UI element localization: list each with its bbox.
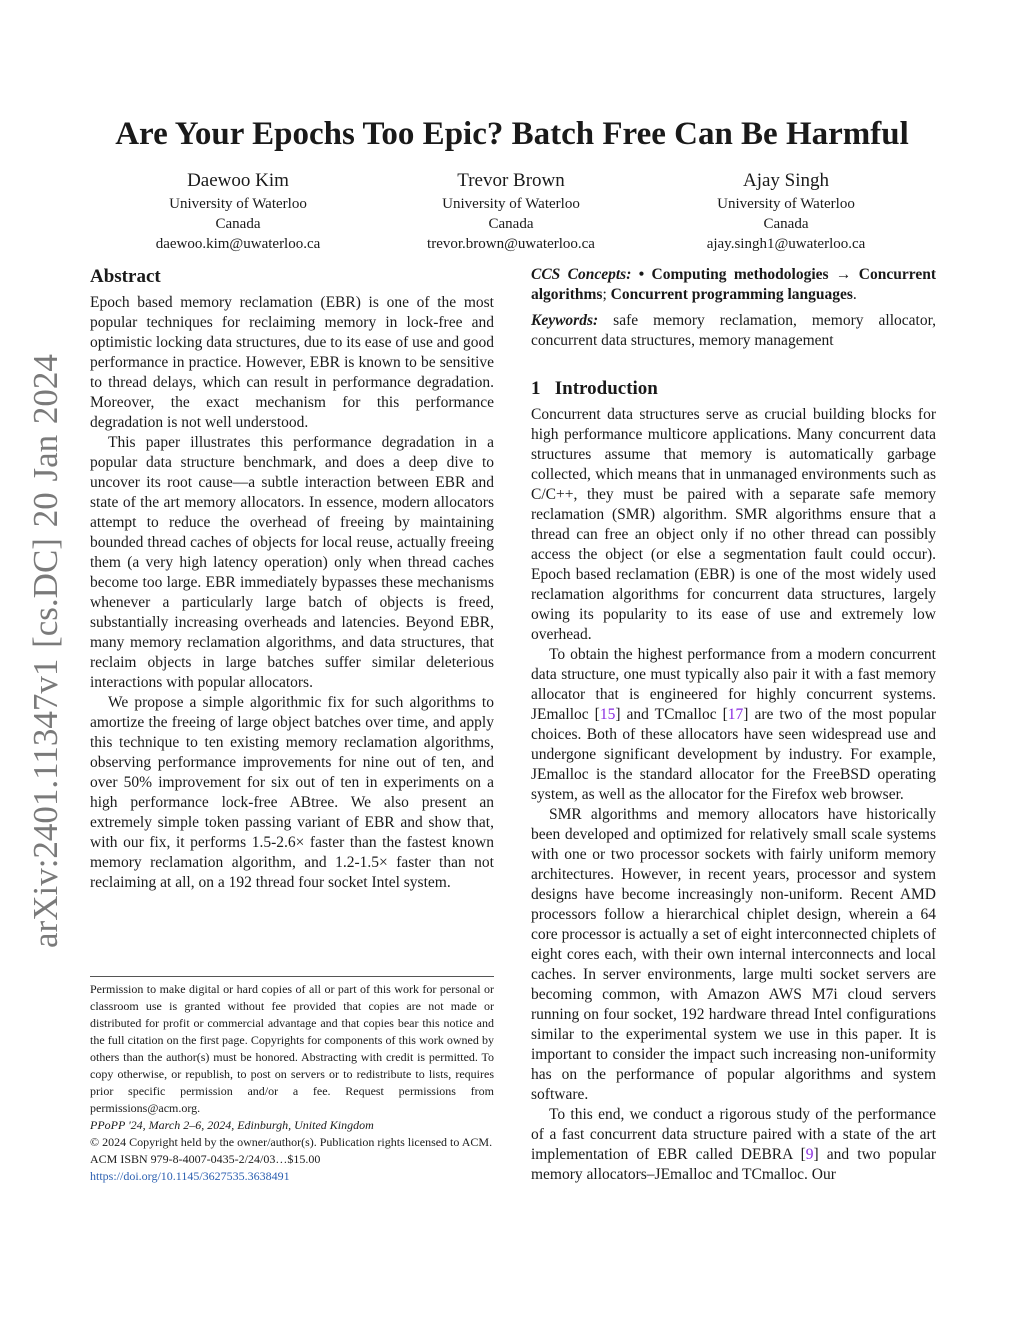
text-run: ] and two popular memory allocators–JEmalloc and TCmalloc. Our bbox=[531, 1146, 937, 1183]
ccs-concepts bbox=[531, 265, 936, 305]
author-block bbox=[118, 170, 358, 254]
citation-link[interactable]: 9 bbox=[805, 1146, 814, 1163]
keywords bbox=[531, 311, 936, 351]
intro-paragraph: SMR algorithms and memory allocators have historically been developed and optimized for relatively small scale systems with one or two processor sockets with fairly uniform memory architectures. However, in recent years, processor and system designs have become increasingly non-uniform. Recent AMD processors follow a hierarchical chiplet design, wherein a 64 core processor is actually a set of eight interconnected chiplets of eight cores each, with their own internal interconnects and local caches. In server environments, large multi socket servers are becoming common, with Amazon AWS M7i cloud servers running on four socket, 192 hardware thread Intel configurations similar to the experimental system we use in this paper. It is important to consider the impact such increasing non-uniformity has on the performance of popular algorithms and system software. bbox=[531, 806, 936, 1103]
venue-line: PPoPP '24, March 2–6, 2024, Edinburgh, United Kingdom bbox=[90, 1118, 374, 1132]
left-column bbox=[90, 265, 494, 893]
ccs-bullet: • bbox=[631, 266, 652, 283]
arxiv-identifier-stamp: arXiv:2401.11347v1 [cs.DC] 20 Jan 2024 bbox=[26, 354, 65, 948]
author-affiliation: University of Waterloo bbox=[442, 196, 580, 212]
intro-paragraph bbox=[531, 1105, 936, 1185]
right-column bbox=[531, 265, 936, 1185]
text-run: ] and TCmalloc [ bbox=[615, 706, 728, 723]
author-email: ajay.singh1@uwaterloo.ca bbox=[706, 236, 866, 252]
author-name: Ajay Singh bbox=[742, 170, 830, 191]
introduction-heading: 1 Introduction bbox=[531, 378, 658, 399]
ccs-term: Concurrent programming languages bbox=[610, 286, 853, 303]
isbn-line: ACM ISBN 979-8-4007-0435-2/24/03…$15.00 bbox=[90, 1152, 321, 1166]
abstract-paragraph: Epoch based memory reclamation (EBR) is one of the most popular techniques for reclaiming memory in lock-free and optimistic locking data structures, due to its ease of use and good performance in practice. However, EBR is known to be sensitive to thread delays, which can result in performance degradation. Moreover, the exact mechanism for this performance degradation is not well understood. bbox=[90, 294, 494, 431]
permission-notice: Permission to make digital or hard copies of all or part of this work for personal or classroom use is granted without fee provided that copies are not made or distributed for profit or commercial advantage and that copies bear this notice and the full citation on the first page. Copyrights for components of this work owned by others than the author(s) must be honored. Abstracting with credit is permitted. To copy otherwise, or republish, to post on servers or to redistribute to lists, requires prior specific permission and/or a fee. Request permissions from permissions@acm.org. bbox=[90, 982, 494, 1115]
citation-link[interactable]: 15 bbox=[599, 706, 616, 723]
author-email: trevor.brown@uwaterloo.ca bbox=[427, 236, 595, 252]
keywords-text: safe memory reclamation, memory allocator, concurrent data structures, memory management bbox=[531, 312, 936, 349]
doi-link[interactable]: https://doi.org/10.1145/3627535.3638491 bbox=[90, 1169, 290, 1183]
author-name: Trevor Brown bbox=[457, 170, 565, 191]
ccs-term: Computing methodologies → Concurrent algorithms bbox=[531, 266, 936, 303]
intro-paragraph bbox=[531, 645, 936, 805]
citation-link[interactable]: 17 bbox=[727, 706, 744, 723]
ccs-label: CCS Concepts: bbox=[531, 266, 632, 283]
copyright-line: © 2024 Copyright held by the owner/author(s). Publication rights licensed to ACM. bbox=[90, 1135, 493, 1149]
author-email: daewoo.kim@uwaterloo.ca bbox=[155, 236, 321, 252]
abstract-heading: Abstract bbox=[90, 266, 161, 287]
paper-title: Are Your Epochs Too Epic? Batch Free Can Be Harmful bbox=[115, 116, 909, 152]
ccs-separator: ; bbox=[602, 286, 611, 303]
copyright-footnote bbox=[90, 976, 494, 1185]
footnote-divider bbox=[90, 976, 494, 977]
text-run: ] are two of the most popular choices. Both of these allocators have seen widespread use and undergone significant development by industry. For example, JEmalloc is the standard allocator for the FreeBSD operating system, as well as the allocator for the Firefox web browser. bbox=[531, 706, 936, 803]
abstract-paragraph: This paper illustrates this performance degradation in a popular data structure benchmark, and does a deep dive to uncover its root cause—a subtle interaction between EBR and state of the art memory allocators. In essence, modern allocators attempt to reduce the overhead of freeing by maintaining bounded thread caches of objects for local reuse, actually freeing them (a very high latency operation) only when thread caches become too large. EBR immediately bypasses these mechanisms whenever a particularly large batch of objects is freed, substantially increasing overheads and latencies. Beyond EBR, many memory reclamation algorithms, and data structures, that reclaim objects in large batches suffer similar deleterious interactions with popular allocators. bbox=[90, 434, 494, 691]
author-country: Canada bbox=[763, 216, 809, 232]
keywords-label: Keywords: bbox=[531, 312, 599, 329]
author-country: Canada bbox=[488, 216, 534, 232]
author-name: Daewoo Kim bbox=[187, 170, 289, 191]
author-affiliation: University of Waterloo bbox=[169, 196, 307, 212]
author-country: Canada bbox=[215, 216, 261, 232]
text-run: To obtain the highest performance from a modern concurrent data structure, one must typically also pair it with a fast memory allocator that is engineered for highly concurrent systems. JEmalloc [ bbox=[531, 646, 936, 723]
abstract-paragraph: We propose a simple algorithmic fix for such algorithms to amortize the freeing of large object batches over time, and apply this technique to ten existing memory reclamation algorithms, observing performance improvements for nine out of ten, and over 50% improvement for six out of ten in experiments on a high performance lock-free ABtree. We also present an extremely simple token passing variant of EBR and show that, with our fix, it performs 1.5-2.6× faster than the fastest known memory reclamation algorithm, and 1.2-1.5× faster than not reclaiming at all, on a 192 thread four socket Intel system. bbox=[90, 694, 494, 891]
author-block bbox=[391, 170, 631, 254]
text-run: To this end, we conduct a rigorous study of the performance of a fast concurrent data structure paired with a state of the art implementation of EBR called DEBRA [ bbox=[531, 1106, 936, 1163]
intro-paragraph: Concurrent data structures serve as crucial building blocks for high performance multicore applications. Many concurrent data structures assume that memory is automatically garbage collected, which means that in unmanaged environments such as C/C++, they must be paired with a separate safe memory reclamation (SMR) algorithm. SMR algorithms ensure that a thread can free an object only if no other thread can possibly access the object (or else a segmentation fault could occur). Epoch based reclamation (EBR) is one of the most widely used reclamation algorithms for concurrent data structures, largely owing its popularity to its ease of use and extremely low overhead. bbox=[531, 406, 936, 643]
author-affiliation: University of Waterloo bbox=[717, 196, 855, 212]
author-block bbox=[666, 170, 906, 254]
ccs-end: . bbox=[852, 286, 857, 303]
